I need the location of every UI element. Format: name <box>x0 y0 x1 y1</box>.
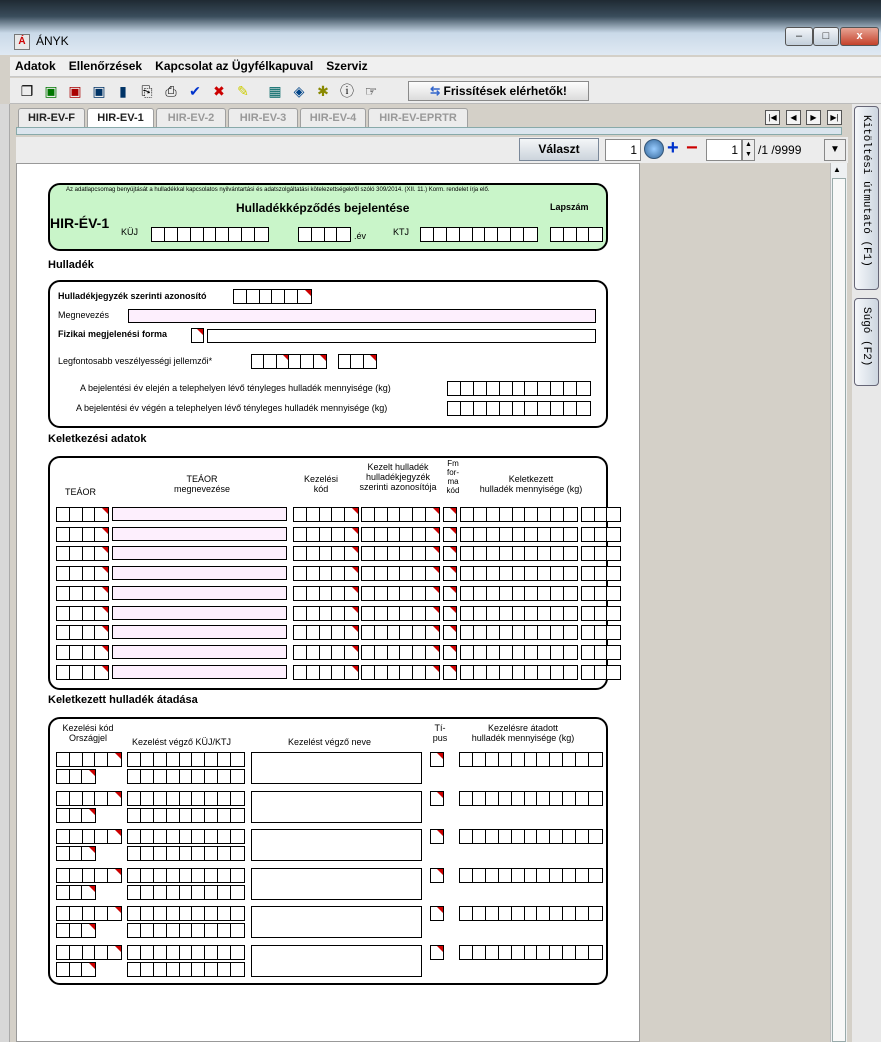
copy-icon[interactable]: ❐ <box>20 83 34 99</box>
page-input[interactable]: 1 <box>605 139 641 161</box>
hazard-input-1[interactable] <box>251 354 290 369</box>
col-treatment-code: Kezelési kód <box>303 474 339 494</box>
name-field[interactable] <box>128 309 596 323</box>
bug-icon[interactable]: ✱ <box>317 83 329 99</box>
type-input[interactable] <box>430 752 444 767</box>
treater-name-field[interactable] <box>251 906 422 938</box>
vertical-scrollbar[interactable] <box>830 163 847 1042</box>
updates-available-button[interactable] <box>408 81 589 101</box>
last-tab-button[interactable]: ▶| <box>827 110 842 125</box>
treatment-code-input[interactable] <box>293 665 359 680</box>
toolbar <box>10 78 881 104</box>
col-kuj-ktj: Kezelést végző KÜJ/KTJ <box>132 737 232 747</box>
generated-qty-input[interactable] <box>460 586 578 601</box>
col-generated-qty: Keletkezett hulladék mennyisége (kg) <box>479 474 583 494</box>
treated-waste-id-input[interactable] <box>361 606 440 621</box>
tab-hir-ev-2[interactable]: HIR-EV-2 <box>156 108 226 127</box>
legal-note: Az adatlapcsomag benyújtását a hulladékkal kapcsolatos nyilvántartási és adatszolgáltatási kötelezettségekről szóló 309/2014. (XII. 11.) Korm. rendelet írja elő. <box>66 187 490 193</box>
tab-hir-ev-eprtr[interactable]: HIR-EV-EPRTR <box>368 108 468 127</box>
section-waste-title: Hulladék <box>48 259 94 271</box>
name-label: Megnevezés <box>58 310 110 320</box>
qty-end-input[interactable] <box>447 401 591 416</box>
print-icon[interactable]: ⎙ <box>165 83 177 99</box>
transfer-section-box <box>48 717 608 985</box>
fm-code-input[interactable] <box>443 527 457 542</box>
add-icon[interactable]: + <box>667 137 679 159</box>
ktj-input[interactable] <box>127 769 245 784</box>
teaor-input[interactable] <box>56 606 109 621</box>
teaor-name-field[interactable] <box>112 566 287 580</box>
section-transfer-title: Keletkezett hulladék átadása <box>48 694 198 706</box>
print-preview-icon[interactable]: ⎘ <box>141 83 153 99</box>
window-title: ÁNYK <box>36 34 69 48</box>
kuj-input[interactable] <box>127 945 245 960</box>
kuj-label: KÜJ <box>121 227 139 237</box>
fm-code-input[interactable] <box>443 586 457 601</box>
help-label: Súgó (F2) <box>860 307 872 367</box>
physical-form-code[interactable] <box>191 328 204 343</box>
fm-code-input[interactable] <box>443 606 457 621</box>
teaor-name-field[interactable] <box>112 625 287 639</box>
dropdown-arrow-icon[interactable]: ▼ <box>824 139 846 161</box>
close-button[interactable]: x <box>840 27 879 46</box>
teaor-input[interactable] <box>56 507 109 522</box>
transferred-qty-input[interactable] <box>459 906 603 921</box>
generated-qty-input-end[interactable] <box>581 665 621 680</box>
kuj-input[interactable] <box>127 829 245 844</box>
edit-icon[interactable]: ✎ <box>237 83 249 99</box>
generated-qty-input-end[interactable] <box>581 546 621 561</box>
lapszam-label: Lapszám <box>550 202 589 212</box>
treater-name-field[interactable] <box>251 945 422 977</box>
country-code-input[interactable] <box>56 923 96 938</box>
type-input[interactable] <box>430 906 444 921</box>
generated-qty-input-end[interactable] <box>581 625 621 640</box>
fill-guide-button[interactable] <box>854 106 879 290</box>
generated-qty-input-end[interactable] <box>581 606 621 621</box>
treater-name-field[interactable] <box>251 791 422 823</box>
treatment-code-input[interactable] <box>56 868 122 883</box>
tab-hir-ev-f[interactable]: HIR-EV-F <box>18 108 85 127</box>
treater-name-field[interactable] <box>251 829 422 861</box>
year-label: .év <box>354 231 367 241</box>
country-code-input[interactable] <box>56 885 96 900</box>
fm-code-input[interactable] <box>443 625 457 640</box>
col-type: Tí- pus <box>432 723 448 743</box>
teaor-input[interactable] <box>56 566 109 581</box>
page-control-bar <box>16 137 848 163</box>
fm-code-input[interactable] <box>443 566 457 581</box>
col-treater-name: Kezelést végző neve <box>288 737 372 747</box>
help-side-panel <box>852 104 881 1042</box>
maximize-button[interactable]: □ <box>813 27 839 46</box>
help-button[interactable] <box>854 298 879 386</box>
ktj-input[interactable] <box>127 808 245 823</box>
col-transferred-qty: Kezelésre átadott hulladék mennyisége (kg) <box>471 723 575 743</box>
teaor-name-field[interactable] <box>112 546 287 560</box>
ktj-input[interactable] <box>127 962 245 977</box>
section-generation-title: Keletkezési adatok <box>48 433 147 445</box>
generated-qty-input[interactable] <box>460 645 578 660</box>
teaor-name-field[interactable] <box>112 606 287 620</box>
scroll-up-icon[interactable]: ▲ <box>833 165 841 174</box>
teaor-name-field[interactable] <box>112 507 287 521</box>
kuj-input[interactable] <box>127 791 245 806</box>
save-icon[interactable]: ▣ <box>44 83 58 99</box>
save-close-icon[interactable]: ▣ <box>92 83 106 99</box>
hand-icon[interactable]: ☞ <box>364 83 378 99</box>
lapszam-input[interactable] <box>550 227 603 242</box>
generation-section-box <box>48 456 608 690</box>
teaor-name-field[interactable] <box>112 645 287 659</box>
col-fm-code: Fm for- ma kód <box>446 459 460 495</box>
transferred-qty-input[interactable] <box>459 868 603 883</box>
country-code-input[interactable] <box>56 808 96 823</box>
year-input[interactable] <box>298 227 351 242</box>
page-total: /1 /9999 <box>758 143 802 157</box>
delete-icon[interactable]: ✖ <box>213 83 225 99</box>
ktj-input[interactable] <box>127 885 245 900</box>
add-page-icon[interactable] <box>644 139 664 159</box>
spinner-arrows-icon[interactable]: ▲ ▼ <box>742 139 755 161</box>
first-tab-button[interactable]: |◀ <box>765 110 780 125</box>
hazard-input-3[interactable] <box>338 354 377 369</box>
generated-qty-input[interactable] <box>460 546 578 561</box>
country-code-input[interactable] <box>56 962 96 977</box>
treater-name-field[interactable] <box>251 752 422 784</box>
kuj-input[interactable] <box>127 752 245 767</box>
teaor-name-field[interactable] <box>112 527 287 541</box>
book-icon[interactable]: ◈ <box>293 83 305 99</box>
transferred-qty-input[interactable] <box>459 945 603 960</box>
tab-strip-bar <box>16 127 842 135</box>
fm-code-input[interactable] <box>443 546 457 561</box>
type-input[interactable] <box>430 791 444 806</box>
treated-waste-id-input[interactable] <box>361 665 440 680</box>
treatment-code-input[interactable] <box>56 945 122 960</box>
updates-label: Frissítések elérhetők! <box>443 84 567 98</box>
remove-icon[interactable]: − <box>686 137 698 159</box>
generated-qty-input-end[interactable] <box>581 586 621 601</box>
choose-button[interactable]: Választ <box>519 138 599 161</box>
generated-qty-input-end[interactable] <box>581 566 621 581</box>
form-sheet <box>16 163 640 1042</box>
calculator-icon[interactable]: ▦ <box>268 83 282 99</box>
minimize-button[interactable]: – <box>785 27 813 46</box>
next-tab-button[interactable]: ▶ <box>806 110 821 125</box>
treatment-code-input[interactable] <box>293 606 359 621</box>
transferred-qty-input[interactable] <box>459 829 603 844</box>
waste-id-label: Hulladékjegyzék szerinti azonosító <box>58 291 207 301</box>
teaor-input[interactable] <box>56 625 109 640</box>
app-logo-icon: Á <box>14 34 30 50</box>
hazard-label: Legfontosabb veszélyességi jellemzői* <box>58 356 213 366</box>
col-teaor-name: TEÁOR megnevezése <box>173 474 231 494</box>
qty-start-input[interactable] <box>447 381 591 396</box>
treatment-code-input[interactable] <box>56 791 122 806</box>
info-icon[interactable]: ⓘ <box>340 83 354 99</box>
info-form-icon[interactable]: ▮ <box>119 83 127 99</box>
hazard-input-2[interactable] <box>288 354 327 369</box>
tab-hir-ev-4[interactable]: HIR-EV-4 <box>300 108 366 127</box>
form-title: Hulladékképződés bejelentése <box>236 201 410 215</box>
country-code-input[interactable] <box>56 846 96 861</box>
qty-end-label: A bejelentési év végén a telephelyen lévő tényleges hulladék mennyisége (kg) <box>76 403 388 413</box>
generated-qty-input-end[interactable] <box>581 527 621 542</box>
teaor-input[interactable] <box>56 645 109 660</box>
fill-guide-label: Kitöltési útmutató (F1) <box>860 115 872 267</box>
treatment-code-input[interactable] <box>293 566 359 581</box>
waste-section-box <box>48 280 608 428</box>
fm-code-input[interactable] <box>443 665 457 680</box>
fm-code-input[interactable] <box>443 645 457 660</box>
treated-waste-id-input[interactable] <box>361 586 440 601</box>
form-code: HIR-ÉV-1 <box>50 215 110 231</box>
generated-qty-input[interactable] <box>460 527 578 542</box>
scrollbar-thumb[interactable] <box>832 178 846 1042</box>
treatment-code-input[interactable] <box>293 625 359 640</box>
form-header-box <box>48 183 608 251</box>
teaor-name-field[interactable] <box>112 586 287 600</box>
kuj-input[interactable] <box>127 868 245 883</box>
generated-qty-input-end[interactable] <box>581 645 621 660</box>
ktj-label: KTJ <box>393 227 410 237</box>
ktj-input[interactable] <box>127 923 245 938</box>
counter-spinner[interactable]: 1 <box>706 139 742 161</box>
menu-szerviz[interactable]: Szerviz <box>326 59 368 73</box>
generated-qty-input-end[interactable] <box>581 507 621 522</box>
type-input[interactable] <box>430 945 444 960</box>
country-code-input[interactable] <box>56 769 96 784</box>
window-titlebar <box>0 0 881 55</box>
col-treatment-country: Kezelési kód Országjel <box>62 723 114 743</box>
treatment-code-input[interactable] <box>56 906 122 921</box>
menu-ellenorzesek[interactable]: Ellenőrzések <box>68 59 143 73</box>
teaor-input[interactable] <box>56 527 109 542</box>
kuj-input[interactable] <box>151 227 269 242</box>
teaor-name-field[interactable] <box>112 665 287 679</box>
menu-adatok[interactable]: Adatok <box>15 59 56 73</box>
col-treated-id: Kezelt hulladék hulladékjegyzék szerinti azonosítója <box>359 462 437 492</box>
treater-name-field[interactable] <box>251 868 422 900</box>
menu-bar <box>10 57 881 77</box>
ktj-input[interactable] <box>420 227 538 242</box>
type-input[interactable] <box>430 868 444 883</box>
physical-form-label: Fizikai megjelenési forma <box>58 329 168 339</box>
treatment-code-input[interactable] <box>56 829 122 844</box>
treated-waste-id-input[interactable] <box>361 645 440 660</box>
teaor-input[interactable] <box>56 546 109 561</box>
fm-code-input[interactable] <box>443 507 457 522</box>
generated-qty-input[interactable] <box>460 507 578 522</box>
transferred-qty-input[interactable] <box>459 791 603 806</box>
menu-ugyfelkapu[interactable]: Kapcsolat az Ügyfélkapuval <box>155 59 314 73</box>
physical-form-field[interactable] <box>207 329 596 343</box>
qty-start-label: A bejelentési év elején a telephelyen lévő tényleges hulladék mennyisége (kg) <box>80 383 391 393</box>
teaor-input[interactable] <box>56 586 109 601</box>
treatment-code-input[interactable] <box>293 645 359 660</box>
generated-qty-input[interactable] <box>460 665 578 680</box>
treated-waste-id-input[interactable] <box>361 527 440 542</box>
treated-waste-id-input[interactable] <box>361 566 440 581</box>
treatment-code-input[interactable] <box>56 752 122 767</box>
generated-qty-input[interactable] <box>460 566 578 581</box>
left-edge <box>0 104 10 1042</box>
refresh-icon: ⇆ <box>430 84 444 98</box>
prev-tab-button[interactable]: ◀ <box>786 110 801 125</box>
treated-waste-id-input[interactable] <box>361 625 440 640</box>
treatment-code-input[interactable] <box>293 546 359 561</box>
save-as-icon[interactable]: ▣ <box>68 83 82 99</box>
transferred-qty-input[interactable] <box>459 752 603 767</box>
check-icon[interactable]: ✔ <box>189 83 201 99</box>
treatment-code-input[interactable] <box>293 507 359 522</box>
kuj-input[interactable] <box>127 906 245 921</box>
generated-qty-input[interactable] <box>460 625 578 640</box>
treated-waste-id-input[interactable] <box>361 546 440 561</box>
ktj-input[interactable] <box>127 846 245 861</box>
teaor-input[interactable] <box>56 665 109 680</box>
treatment-code-input[interactable] <box>293 527 359 542</box>
generated-qty-input[interactable] <box>460 606 578 621</box>
treatment-code-input[interactable] <box>293 586 359 601</box>
tab-hir-ev-3[interactable]: HIR-EV-3 <box>228 108 298 127</box>
waste-id-input[interactable] <box>233 289 312 304</box>
treated-waste-id-input[interactable] <box>361 507 440 522</box>
type-input[interactable] <box>430 829 444 844</box>
tab-hir-ev-1[interactable]: HIR-EV-1 <box>87 108 154 127</box>
col-teaor: TEÁOR <box>65 487 97 497</box>
